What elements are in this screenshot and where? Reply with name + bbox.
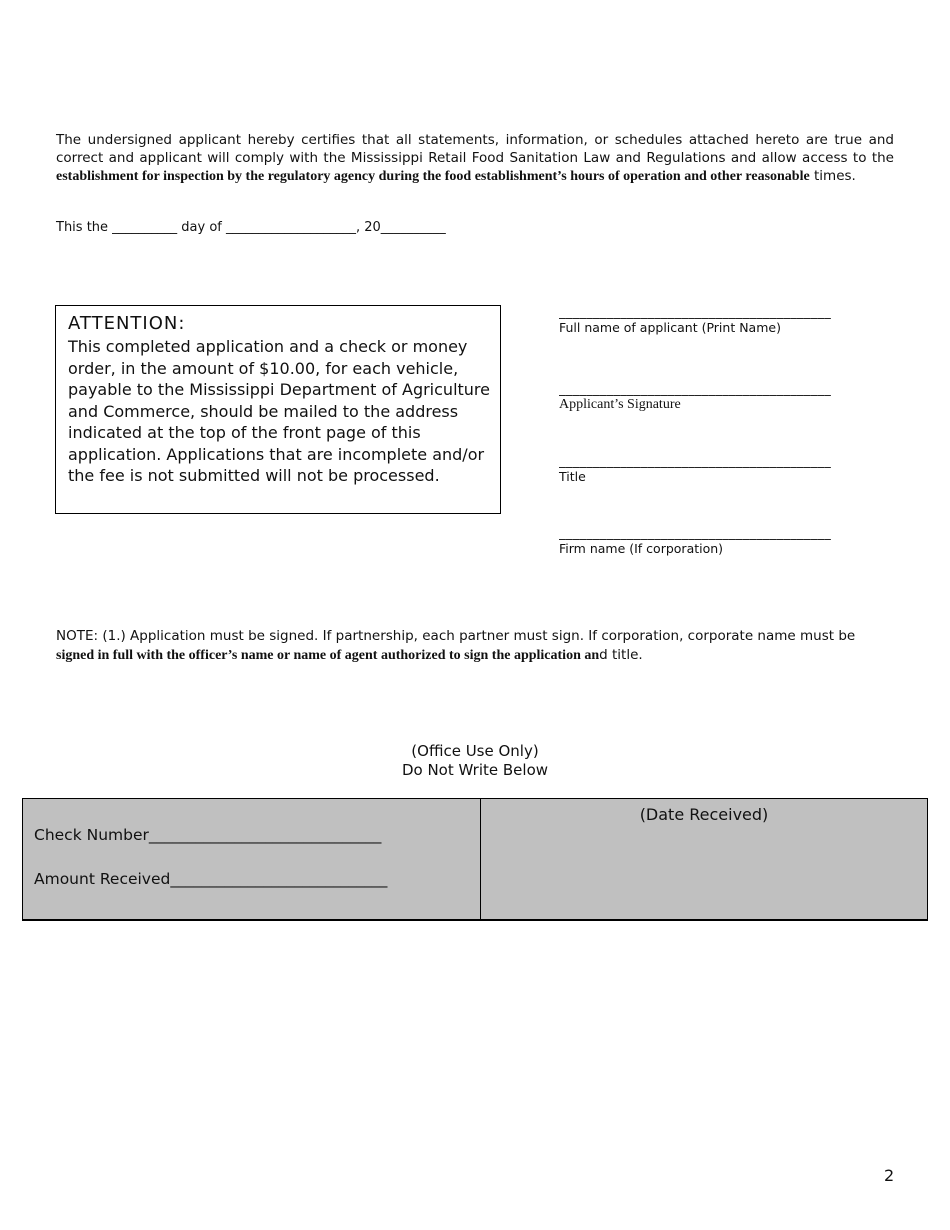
certification-end-text: times. [809, 168, 856, 184]
attention-heading: ATTENTION: [68, 313, 186, 334]
title-field[interactable] [559, 455, 884, 485]
attention-box [55, 305, 501, 514]
certification-text: The undersigned applicant hereby certifies that all statements, information, or schedules attached hereto are true and correct and applicant will comply with the Mississippi Retail Food Sanitation Law and Regulations and allow access to the [56, 132, 894, 166]
page-number: 2 [884, 1166, 895, 1185]
office-use-box [22, 798, 928, 921]
certification-statement [56, 131, 894, 186]
date-line[interactable]: This the __________ day of ____________________, 20__________ [56, 220, 446, 235]
amount-received-field[interactable]: Amount Received____________________________ [34, 870, 388, 888]
office-use-title: (Office Use Only) [411, 742, 539, 760]
note-end-text: d title. [599, 647, 643, 663]
full-name-line[interactable]: ________________________________________ [559, 306, 831, 320]
note-paragraph [56, 627, 894, 665]
note-text: NOTE: (1.) Application must be signed. If partnership, each partner must sign. If corporation, corporate name must be [56, 628, 856, 644]
date-received-label: (Date Received) [639, 805, 769, 824]
firm-name-label: Firm name (If corporation) [559, 541, 724, 556]
signature-field[interactable] [559, 383, 884, 413]
office-use-header [0, 742, 950, 780]
attention-body: This completed application and a check or money order, in the amount of $10.00, for each vehicle, payable to the Mississippi Department of Agriculture and Commerce, should be mailed to the address indicated at the top of the front page of this application. Applications that are incomplete and/or the fee is not submitted will not be processed. [68, 337, 490, 485]
check-number-field[interactable]: Check Number______________________________ [34, 826, 382, 844]
title-label: Title [559, 469, 586, 484]
full-name-field[interactable] [559, 306, 884, 336]
certification-bold-text: establishment for inspection by the regulatory agency during the food establishment’s hours of operation and other reasonable [56, 169, 810, 184]
office-use-subtitle: Do Not Write Below [401, 761, 549, 779]
signature-line[interactable]: ________________________________________ [559, 383, 831, 397]
note-bold-text: signed in full with the officer’s name or name of agent authorized to sign the application an [56, 648, 600, 663]
signature-label: Applicant’s Signature [559, 397, 681, 412]
firm-name-line[interactable]: ________________________________________ [559, 527, 831, 541]
title-line[interactable]: ________________________________________ [559, 455, 831, 469]
full-name-label: Full name of applicant (Print Name) [559, 320, 781, 335]
firm-name-field[interactable] [559, 527, 884, 557]
